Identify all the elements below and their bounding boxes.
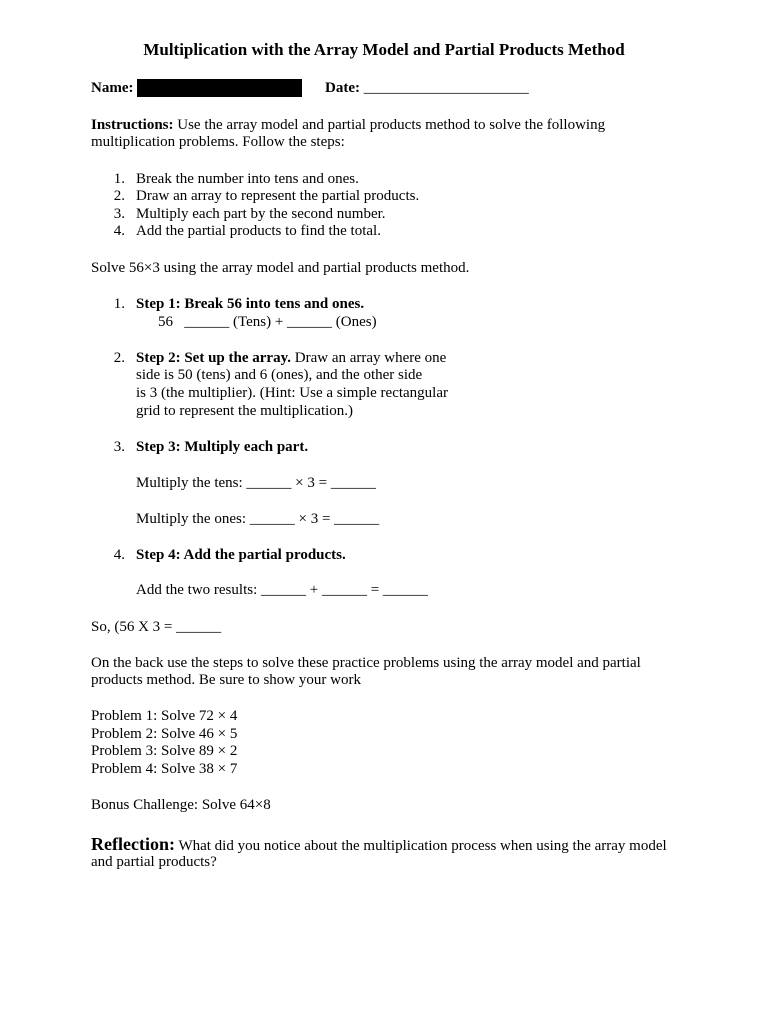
page-title: Multiplication with the Array Model and Partial Products Method [143,40,625,59]
practice-instructions-1: On the back use the steps to solve these practice problems using the array model and partial [91,655,641,671]
step3-label: Step 3: Multiply each part. [136,439,309,455]
bonus-challenge: Bonus Challenge: Solve 64×8 [91,797,271,813]
step2-text-2: side is 50 (tens) and 6 (ones), and the other side [136,367,423,383]
steps-item-number: 3. [113,206,125,222]
step2-number: 2. [113,350,125,366]
steps-item: Break the number into tens and ones. [136,171,359,187]
step2-line-1 [136,349,446,367]
multiply-tens-line: Multiply the tens: ______ × 3 = ______ [136,475,376,491]
date-label: Date: [325,80,360,96]
step4-number: 4. [113,547,125,563]
steps-item-number: 4. [113,223,125,239]
practice-problem: Problem 3: Solve 89 × 2 [91,743,238,759]
name-label: Name: [91,80,134,96]
date-field [325,79,529,97]
steps-item: Add the partial products to find the total. [136,223,381,239]
step2-text-4: grid to represent the multiplication.) [136,403,354,419]
add-results-line: Add the two results: ______ + ______ = ______ [136,582,428,598]
step2-label: Step 2: Set up the array. [136,350,291,366]
step2-text-3: is 3 (the multiplier). (Hint: Use a simple rectangular [136,385,448,401]
practice-problem: Problem 4: Solve 38 × 7 [91,761,238,777]
practice-problem: Problem 2: Solve 46 × 5 [91,726,238,742]
steps-item: Draw an array to represent the partial products. [136,188,420,204]
answer-line: So, (56 X 3 = ______ [91,619,222,635]
name-redaction-box [137,79,302,97]
instructions-text-2: multiplication problems. Follow the steps: [91,134,345,150]
multiply-ones-line: Multiply the ones: ______ × 3 = ______ [136,511,380,527]
step1-number: 1. [113,296,125,312]
reflection-text-2: and partial products? [91,854,217,870]
practice-problem: Problem 1: Solve 72 × 4 [91,708,238,724]
practice-instructions-2: products method. Be sure to show your work [91,672,361,688]
steps-item: Multiply each part by the second number. [136,206,386,222]
step2-text-1: Draw an array where one [294,350,447,366]
step1-tens-ones-blanks: 56 ______ (Tens) + ______ (Ones) [158,314,377,330]
step3-number: 3. [113,439,125,455]
steps-item-number: 2. [113,188,125,204]
reflection-text-1: What did you notice about the multiplication process when using the array model [178,838,667,854]
reflection-label: Reflection: [91,834,175,854]
instructions-text-1: Use the array model and partial products method to solve the following [177,117,606,133]
step4-label: Step 4: Add the partial products. [136,547,346,563]
instructions-label: Instructions: [91,117,174,133]
steps-item-number: 1. [113,171,125,187]
instructions-line-1 [91,116,605,134]
date-blank: ______________________ [363,80,529,96]
solve-prompt: Solve 56×3 using the array model and partial products method. [91,260,470,276]
step1-label: Step 1: Break 56 into tens and ones. [136,296,365,312]
